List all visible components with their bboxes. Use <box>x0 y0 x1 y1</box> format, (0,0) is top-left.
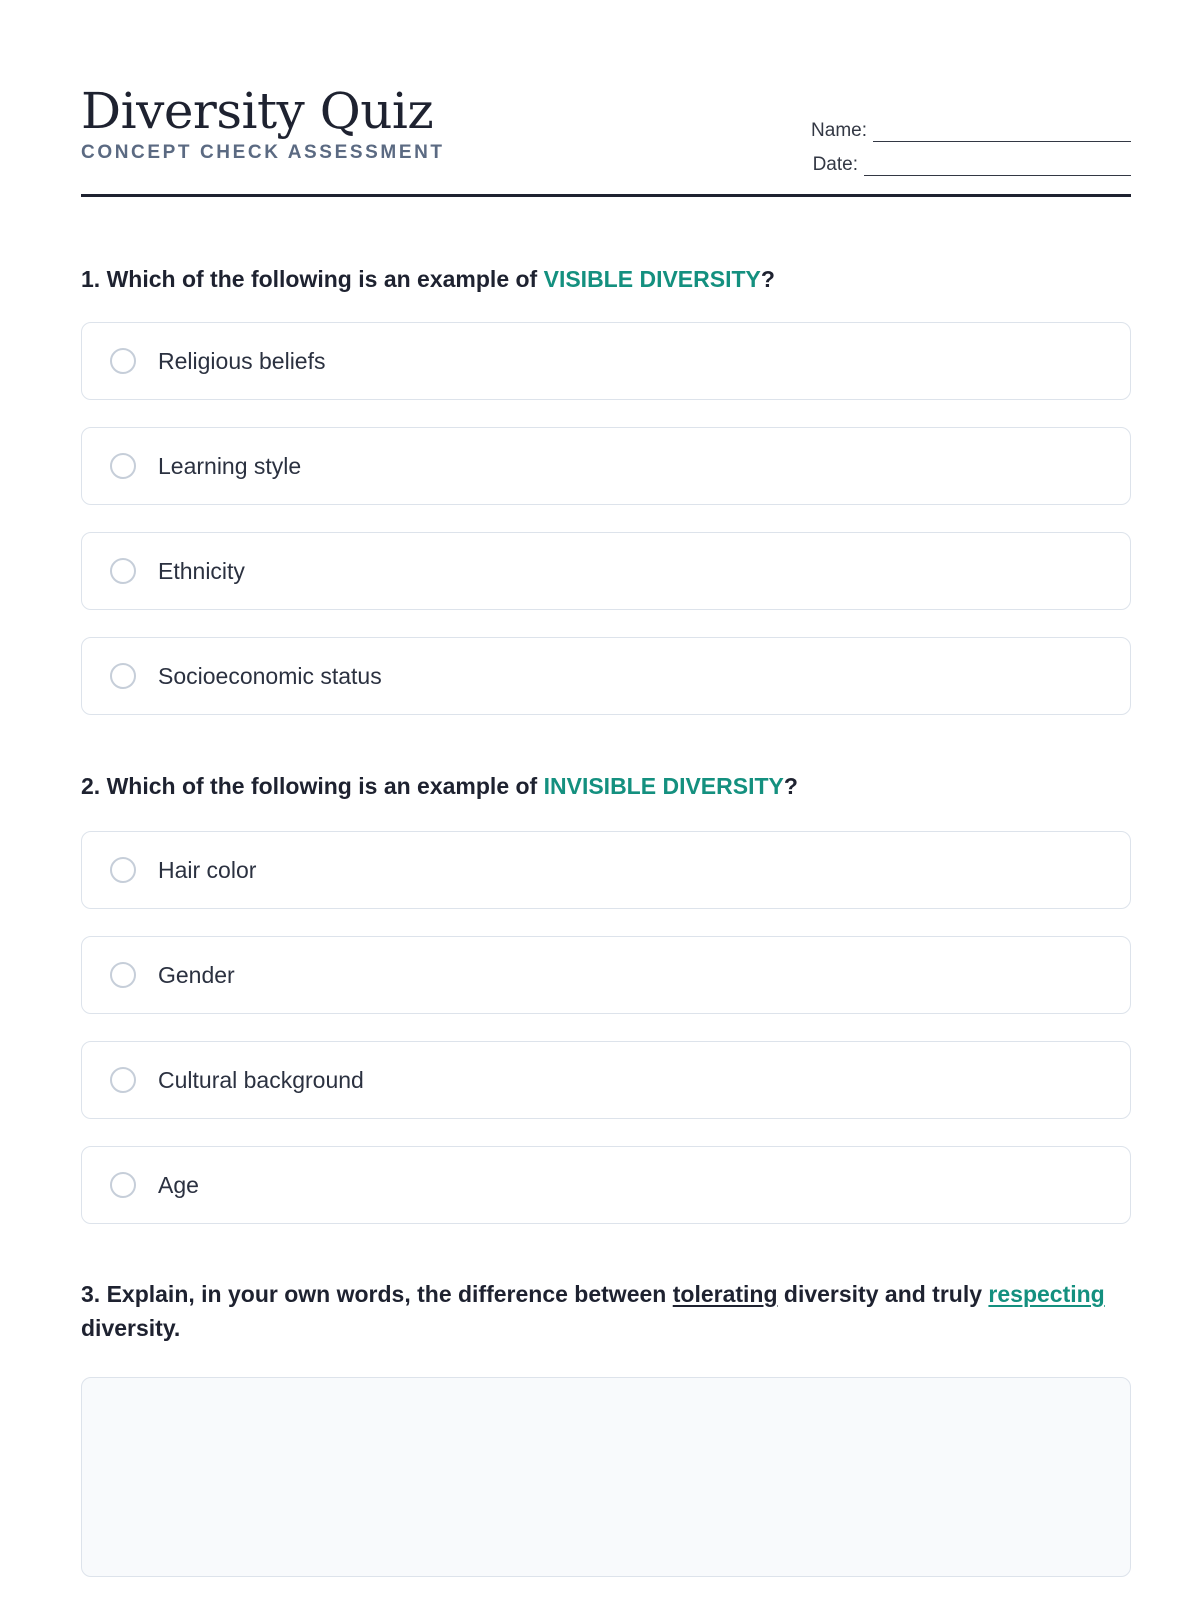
question-3 <box>81 1277 1131 1345</box>
option-label: Cultural background <box>158 1066 364 1093</box>
date-row <box>811 142 1131 176</box>
date-label: Date: <box>812 154 858 175</box>
question-1-suffix: ? <box>760 266 775 292</box>
page-subtitle: CONCEPT CHECK ASSESSMENT <box>81 142 445 163</box>
q1-option-3[interactable] <box>81 532 1131 610</box>
question-2-term: INVISIBLE DIVERSITY <box>543 773 784 799</box>
question-2 <box>81 769 1131 803</box>
q2-option-3[interactable] <box>81 1041 1131 1119</box>
name-row <box>811 108 1131 142</box>
question-3-part-3: diversity. <box>81 1315 181 1341</box>
radio-circle-icon[interactable] <box>110 1172 136 1198</box>
q2-option-4[interactable] <box>81 1146 1131 1224</box>
question-3-part-1: 3. Explain, in your own words, the difference between <box>81 1281 673 1307</box>
name-label: Name: <box>811 120 867 141</box>
answer-textarea[interactable] <box>81 1377 1131 1577</box>
question-3-term-tolerating: tolerating <box>672 1281 778 1307</box>
option-label: Ethnicity <box>158 557 245 584</box>
radio-circle-icon[interactable] <box>110 962 136 988</box>
radio-circle-icon[interactable] <box>110 663 136 689</box>
option-label: Age <box>158 1171 199 1198</box>
q2-option-1[interactable] <box>81 831 1131 909</box>
option-label: Socioeconomic status <box>158 662 382 689</box>
radio-circle-icon[interactable] <box>110 558 136 584</box>
question-1 <box>81 262 1131 296</box>
option-label: Learning style <box>158 452 302 479</box>
radio-circle-icon[interactable] <box>110 453 136 479</box>
q1-option-2[interactable] <box>81 427 1131 505</box>
radio-circle-icon[interactable] <box>110 1067 136 1093</box>
q1-option-4[interactable] <box>81 637 1131 715</box>
q1-option-1[interactable] <box>81 322 1131 400</box>
date-field-line[interactable] <box>864 155 1131 176</box>
question-1-term: VISIBLE DIVERSITY <box>543 266 761 292</box>
page-title: Diversity Quiz <box>81 82 434 140</box>
quiz-page <box>81 0 1131 1341</box>
quiz-header <box>81 0 1131 197</box>
q2-option-2[interactable] <box>81 936 1131 1014</box>
name-field-line[interactable] <box>873 121 1131 142</box>
option-label: Hair color <box>158 856 257 883</box>
option-label: Religious beliefs <box>158 347 326 374</box>
question-3-term-respecting: respecting <box>988 1281 1105 1307</box>
radio-circle-icon[interactable] <box>110 348 136 374</box>
question-2-prefix: 2. Which of the following is an example of <box>81 773 544 799</box>
option-label: Gender <box>158 961 235 988</box>
question-2-suffix: ? <box>783 773 798 799</box>
student-info <box>811 108 1131 176</box>
question-1-prefix: 1. Which of the following is an example of <box>81 266 544 292</box>
radio-circle-icon[interactable] <box>110 857 136 883</box>
question-3-part-2: diversity and truly <box>777 1281 989 1307</box>
